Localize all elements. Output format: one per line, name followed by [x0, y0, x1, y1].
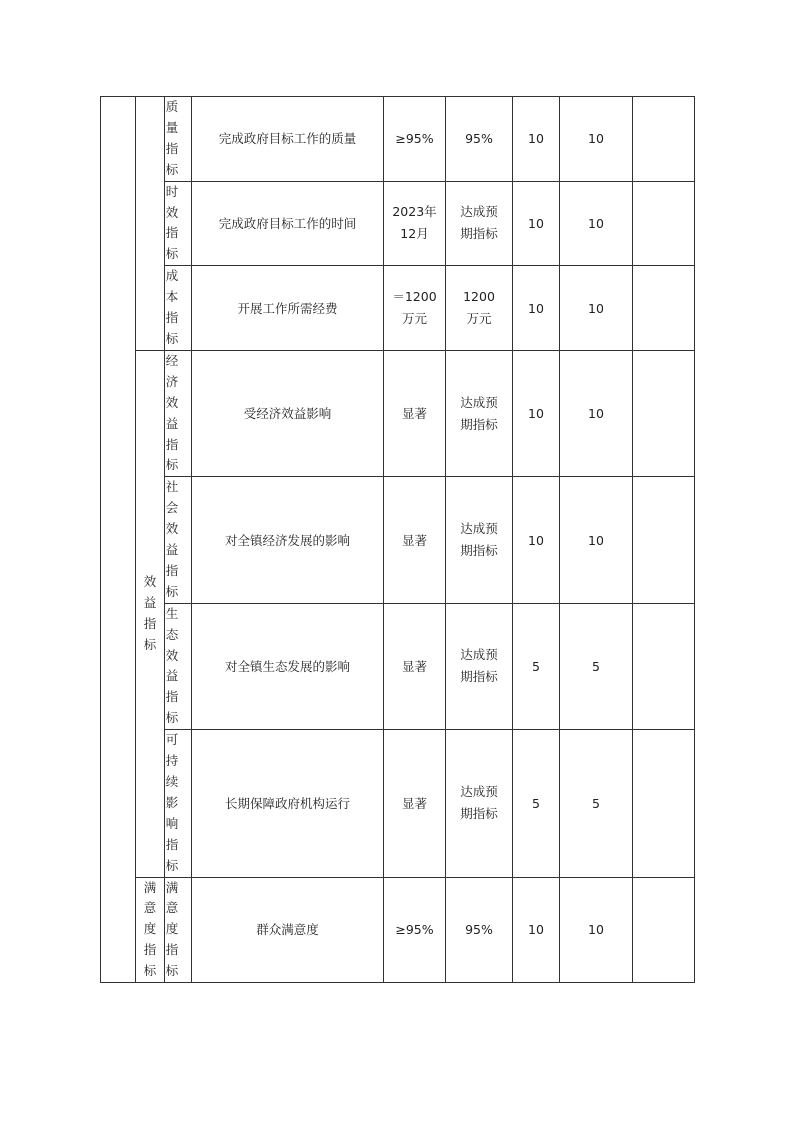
score-cell: 5: [560, 603, 633, 729]
content-cell: 开展工作所需经费: [192, 266, 384, 351]
note-cell: [633, 730, 695, 877]
score-cell: 10: [560, 266, 633, 351]
table-row: [101, 730, 695, 877]
score-cell: 5: [560, 730, 633, 877]
level1-cell: [101, 97, 136, 983]
table-row: [101, 603, 695, 729]
weight-cell: 10: [513, 266, 560, 351]
content-cell: 长期保障政府机构运行: [192, 730, 384, 877]
score-cell: 10: [560, 350, 633, 476]
weight-cell: 10: [513, 350, 560, 476]
score-cell: 10: [560, 877, 633, 983]
table-row: [101, 181, 695, 266]
table-row: [101, 266, 695, 351]
target-cell: 显著: [384, 730, 446, 877]
weight-cell: 5: [513, 603, 560, 729]
level2-cell-benefit: 效益指标: [136, 350, 165, 877]
note-cell: [633, 877, 695, 983]
target-cell: ≥95%: [384, 877, 446, 983]
actual-cell: 达成预期指标: [446, 477, 513, 603]
content-cell: 群众满意度: [192, 877, 384, 983]
table-row: [101, 877, 695, 983]
score-cell: 10: [560, 97, 633, 182]
category-cell: 经济效益指标: [165, 350, 192, 476]
actual-cell: 95%: [446, 877, 513, 983]
note-cell: [633, 350, 695, 476]
level2-cell-satisfaction: 满意度指标: [136, 877, 165, 983]
actual-cell: 95%: [446, 97, 513, 182]
actual-cell: 达成预期指标: [446, 350, 513, 476]
actual-cell: 达成预期指标: [446, 603, 513, 729]
note-cell: [633, 477, 695, 603]
note-cell: [633, 266, 695, 351]
score-cell: 10: [560, 477, 633, 603]
target-cell: ≥95%: [384, 97, 446, 182]
weight-cell: 10: [513, 477, 560, 603]
note-cell: [633, 603, 695, 729]
weight-cell: 5: [513, 730, 560, 877]
score-cell: 10: [560, 181, 633, 266]
category-cell: 生态效益指标: [165, 603, 192, 729]
performance-indicator-table: [100, 96, 695, 983]
content-cell: 完成政府目标工作的质量: [192, 97, 384, 182]
note-cell: [633, 97, 695, 182]
category-cell: 时效指标: [165, 181, 192, 266]
actual-cell: 达成预期指标: [446, 730, 513, 877]
note-cell: [633, 181, 695, 266]
category-cell: 可持续影响指标: [165, 730, 192, 877]
weight-cell: 10: [513, 181, 560, 266]
actual-cell: 1200万元: [446, 266, 513, 351]
category-cell: 满意度指标: [165, 877, 192, 983]
target-cell: ＝1200万元: [384, 266, 446, 351]
content-cell: 对全镇经济发展的影响: [192, 477, 384, 603]
category-cell: 质量指标: [165, 97, 192, 182]
category-cell: 成本指标: [165, 266, 192, 351]
target-cell: 显著: [384, 603, 446, 729]
category-cell: 社会效益指标: [165, 477, 192, 603]
content-cell: 完成政府目标工作的时间: [192, 181, 384, 266]
weight-cell: 10: [513, 97, 560, 182]
weight-cell: 10: [513, 877, 560, 983]
content-cell: 受经济效益影响: [192, 350, 384, 476]
content-cell: 对全镇生态发展的影响: [192, 603, 384, 729]
table-row: [101, 350, 695, 476]
table-row: [101, 97, 695, 182]
table-row: [101, 477, 695, 603]
actual-cell: 达成预期指标: [446, 181, 513, 266]
target-cell: 2023年12月: [384, 181, 446, 266]
target-cell: 显著: [384, 477, 446, 603]
level2-cell-empty: [136, 97, 165, 351]
target-cell: 显著: [384, 350, 446, 476]
